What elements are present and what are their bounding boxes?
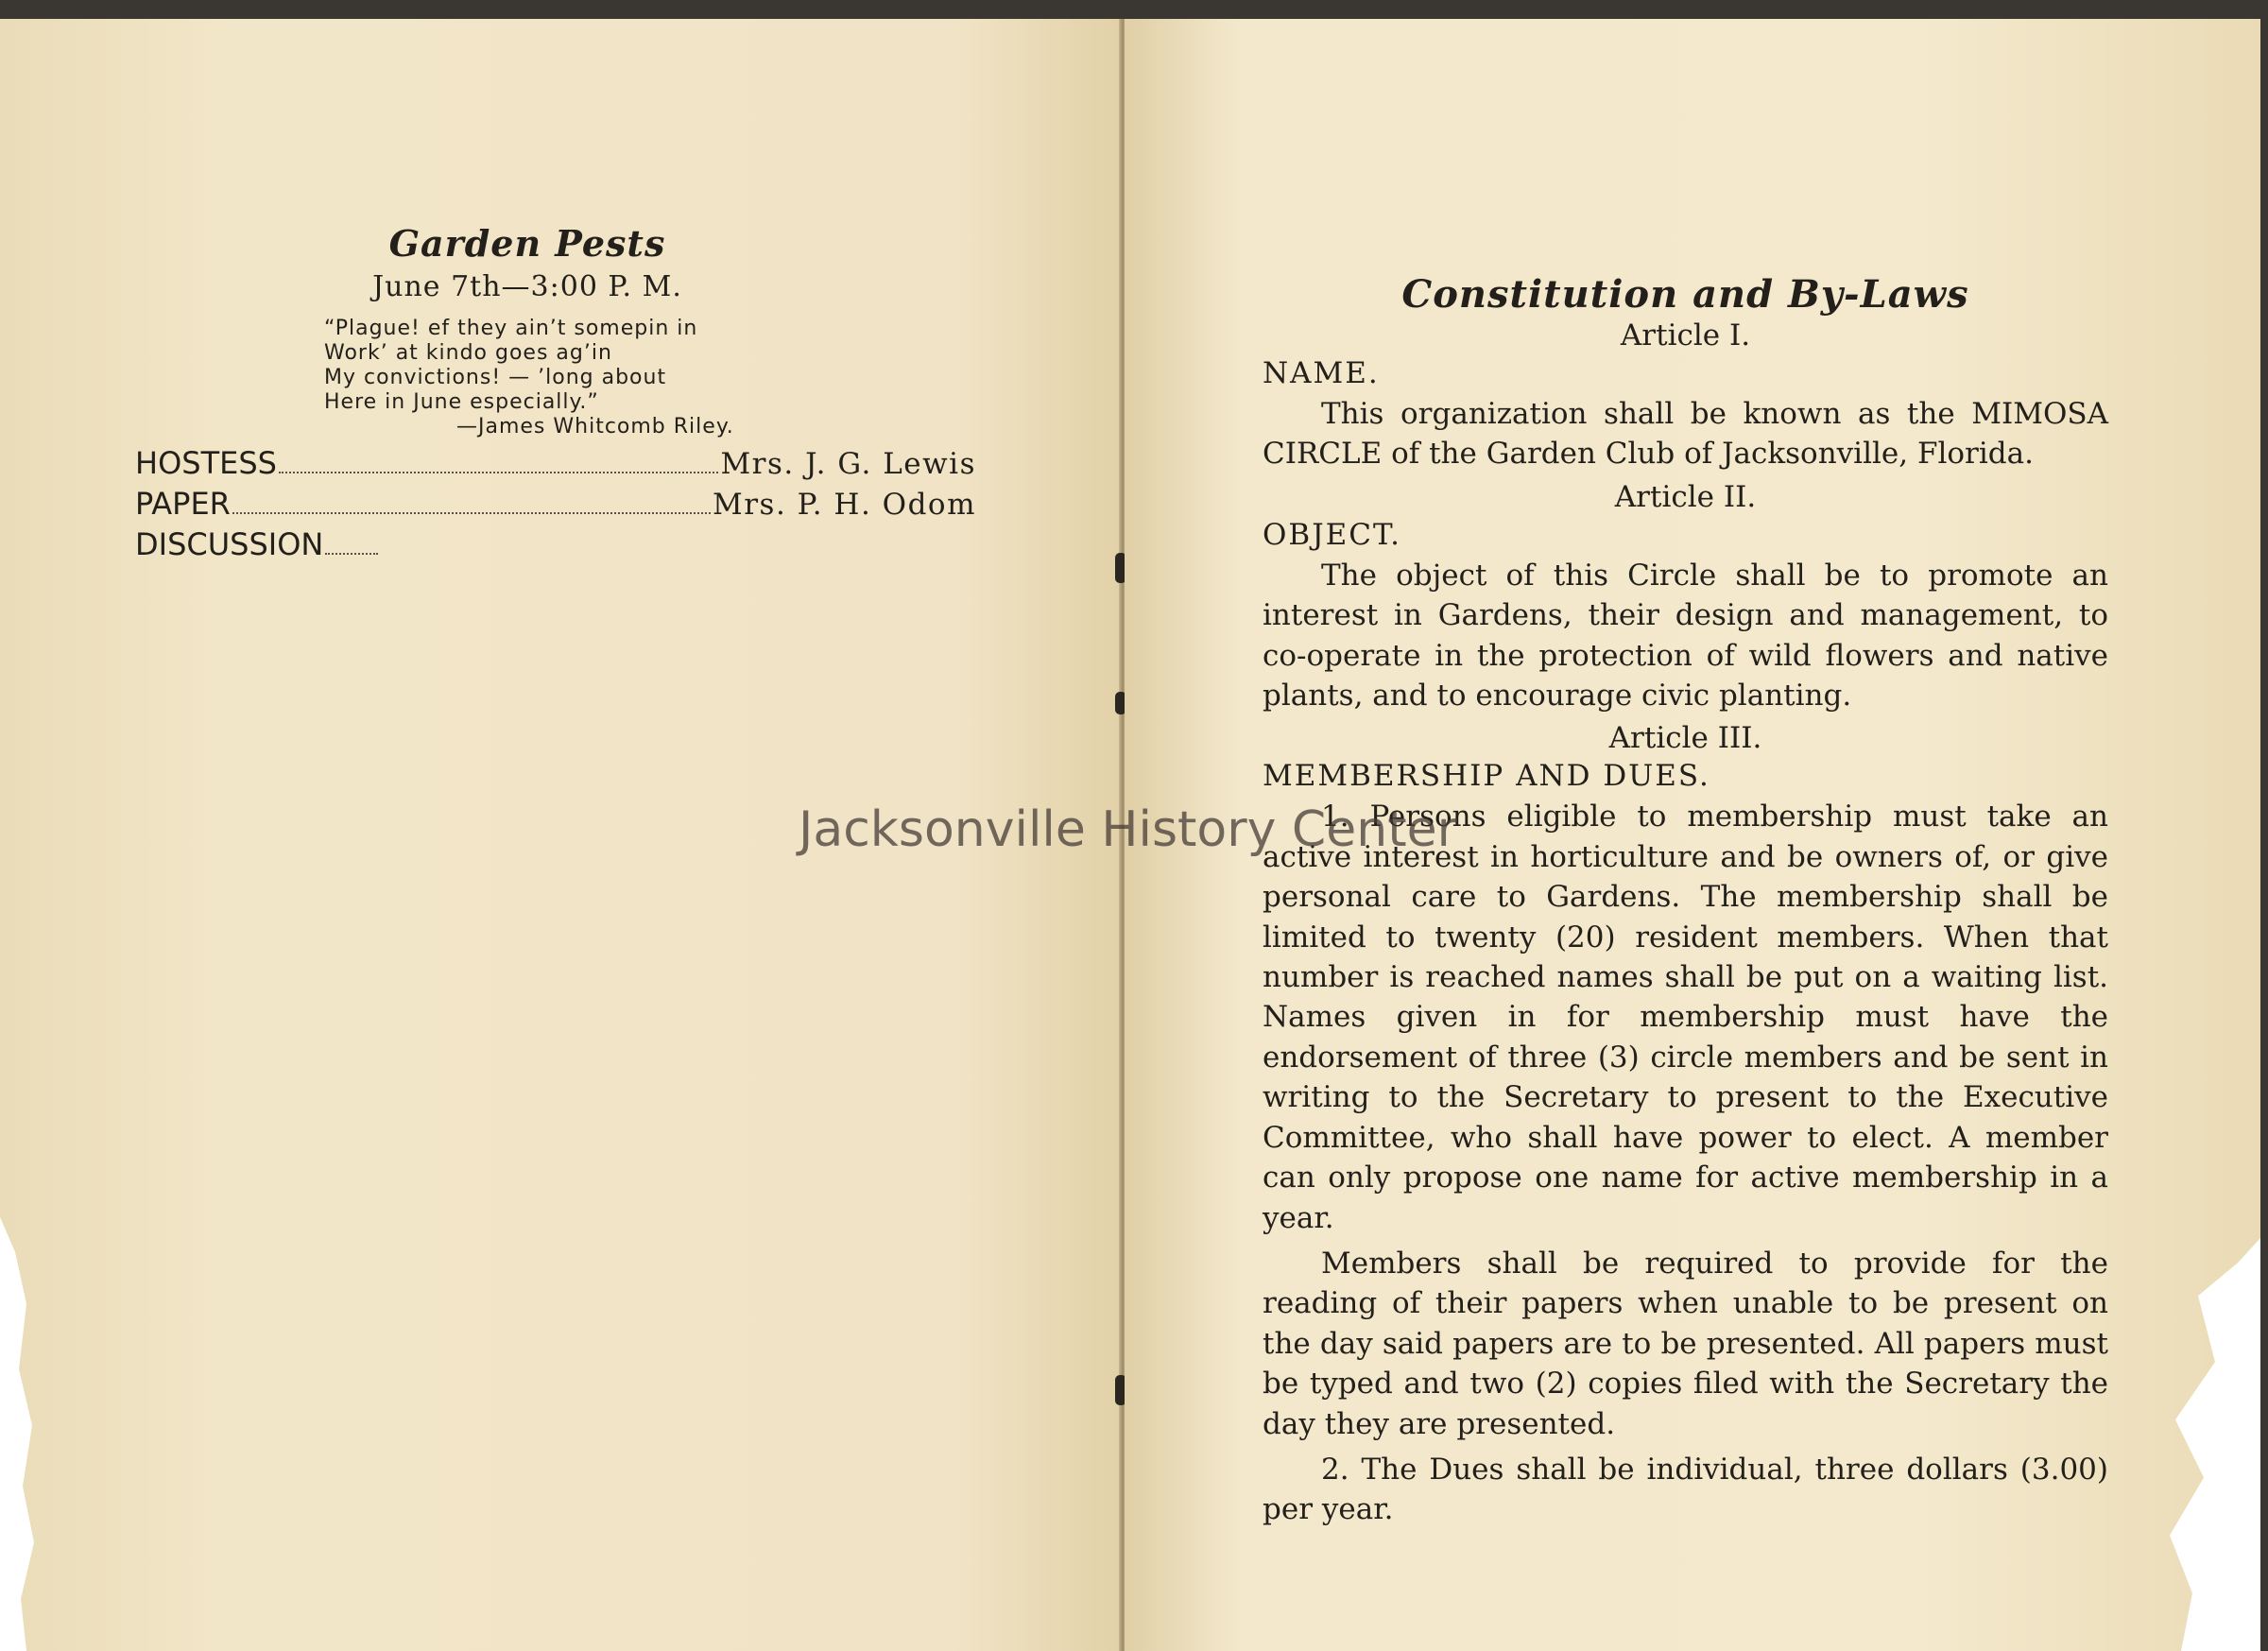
article-heading: Article III. <box>1608 721 1762 756</box>
article-paragraph: Members shall be required to provide for the reading of their papers when unable to be present on the day said papers are to be presented. All papers must be typed and two (2) copies filed with the Secretary the day they are presented. <box>1263 1246 2108 1441</box>
poem-line: My convictions! — ’long about <box>324 366 667 389</box>
role-row-discussion <box>135 526 976 567</box>
poem-line: Work’ at kindo goes ag’in <box>324 341 612 365</box>
torn-page-edge <box>0 1217 38 1651</box>
watermark: Jacksonville History Center <box>799 801 1457 858</box>
role-label: HOSTESS <box>135 445 277 481</box>
article-paragraph: 2. The Dues shall be individual, three dollars (3.00) per year. <box>1263 1452 2108 1527</box>
section-heading: OBJECT. <box>1263 517 1401 552</box>
article-paragraph: The object of this Circle shall be to promote an interest in Gardens, their design and management, to co-operate in the protection of wild flowers and native plants, and to encourage civic planting. <box>1263 558 2108 714</box>
program-title: Garden Pests <box>388 222 666 265</box>
article-paragraph: This organization shall be known as the MIMOSA CIRCLE of the Garden Club of Jacksonville, Florida. <box>1263 397 2108 472</box>
section-heading: MEMBERSHIP AND DUES. <box>1263 759 1710 794</box>
article-heading: Article II. <box>1614 479 1757 514</box>
role-value: Mrs. P. H. Odom <box>712 488 976 522</box>
poem-line: “Plague! ef they ain’t somepin in <box>324 317 698 340</box>
role-label: PAPER <box>135 486 231 522</box>
role-label: DISCUSSION <box>135 526 324 562</box>
constitution-title: Constitution and By-Laws <box>1401 272 1969 317</box>
garden-pests-program <box>135 222 976 567</box>
role-row-paper <box>135 486 976 526</box>
article-heading: Article I. <box>1620 318 1751 353</box>
constitution-text <box>1263 272 2108 1536</box>
poem-quote <box>324 317 976 439</box>
program-roles <box>135 445 976 567</box>
role-value: Mrs. J. G. Lewis <box>720 447 976 481</box>
leader-dots <box>279 472 718 473</box>
role-row-hostess <box>135 445 976 486</box>
poem-line: Here in June especially.” <box>324 390 599 414</box>
poem-attribution: —James Whitcomb Riley. <box>456 415 734 439</box>
article-paragraph: 1. Persons eligible to membership must take an active interest in horticulture and be owners of, or give personal care to Gardens. The membership shall be limited to twenty (20) resident members. When that number is reached names shall be put on a waiting list. Names given in for membership must have the endorsement of three (3) circle members and be sent in writing to the Secretary to present to the Executive Committee, who shall have power to elect. A member can only propose one name for active membership in a year. <box>1263 800 2108 1235</box>
leader-dots <box>232 512 711 514</box>
program-date-time: June 7th—3:00 P. M. <box>372 270 682 303</box>
leader-dots <box>325 553 378 555</box>
section-heading: NAME. <box>1263 356 1380 390</box>
